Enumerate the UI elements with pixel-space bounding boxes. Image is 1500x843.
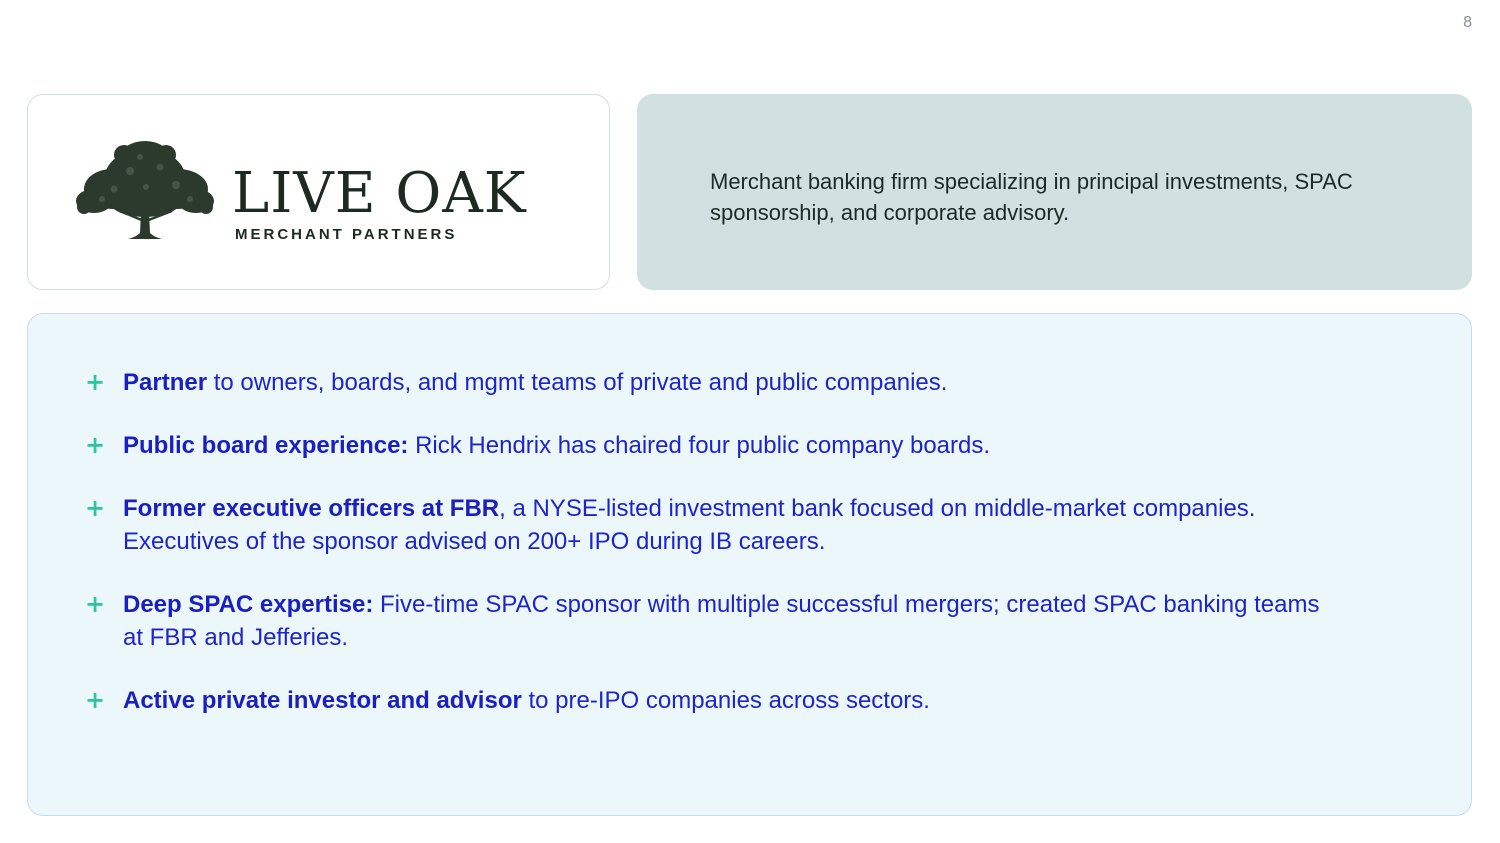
plus-icon: + [85,590,106,618]
point-rest: to owners, boards, and mgmt teams of private and public companies. [207,369,948,396]
oak-tree-icon [74,137,216,245]
plus-icon: + [85,368,106,396]
list-item [83,588,1333,654]
point-text [123,492,1333,558]
point-bold: Deep SPAC expertise: [123,591,374,618]
list-item [83,429,1333,462]
list-item [83,684,1333,717]
plus-icon: + [85,431,106,459]
list-item [83,492,1333,558]
highlights-card [27,313,1472,816]
point-text [123,366,947,399]
description-text: Merchant banking firm specializing in principal investments, SPAC sponsorship, and corporate advisory. [710,169,1353,225]
point-rest: to pre-IPO companies across sectors. [521,687,930,714]
point-bold: Active private investor and advisor [123,687,522,714]
point-rest: , a NYSE-listed investment bank focused on middle-market companies. Executives of the sponsor advised on 200+ IPO during IB careers. [123,495,1256,555]
brand-name: LIVE OAK [232,161,527,226]
point-text [123,588,1333,654]
point-text [123,684,930,717]
point-bold: Public board experience: [123,432,409,459]
highlights-list [83,366,1333,747]
point-bold: Former executive officers at FBR [123,495,500,522]
plus-icon: + [85,686,106,714]
point-bold: Partner [123,369,208,396]
description-card [637,94,1472,290]
logo-card [27,94,610,290]
point-rest: Rick Hendrix has chaired four public company boards. [408,432,991,459]
plus-icon: + [85,494,106,522]
brand-subtitle: MERCHANT PARTNERS [235,226,458,243]
list-item [83,366,1333,399]
page-number: 8 [1463,14,1472,31]
point-rest: Five-time SPAC sponsor with multiple successful mergers; created SPAC banking teams at FBR and Jefferies. [123,591,1320,651]
point-text [123,429,990,462]
